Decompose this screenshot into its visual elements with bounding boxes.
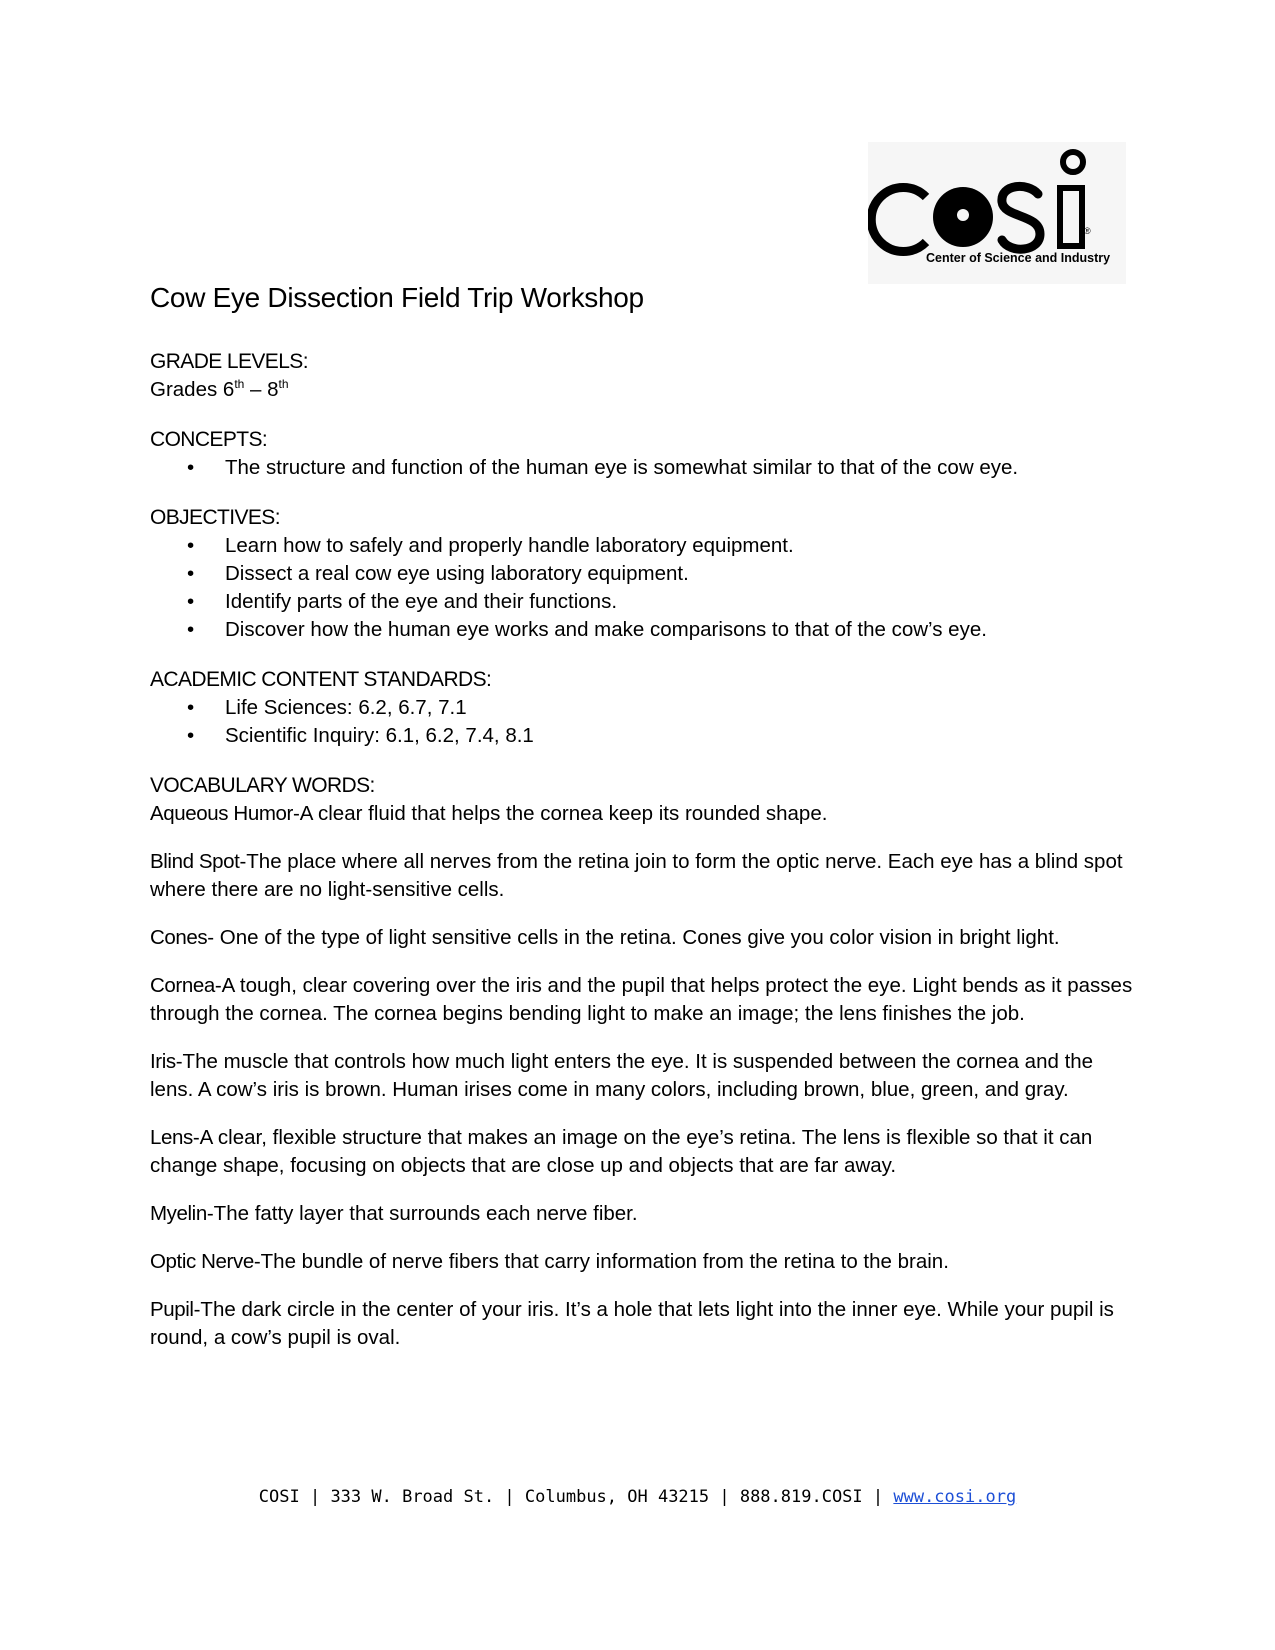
vocab-entry (150, 1124, 1140, 1180)
vocab-definition: -A clear fluid that helps the cornea keep its rounded shape. (292, 802, 828, 825)
vocab-term: Optic Nerve (150, 1250, 254, 1273)
bullet-icon: • (187, 618, 195, 641)
vocabulary-heading: VOCABULARY WORDS: (150, 774, 375, 797)
list-item-text: Dissect a real cow eye using laboratory equipment. (225, 562, 689, 585)
grade-prefix: Grades 6 (150, 378, 235, 401)
vocab-definition: -The dark circle in the center of your iris. It’s a hole that lets light into the inner eye. While your pupil is round, a cow’s pupil is oval. (150, 1298, 1114, 1349)
vocab-definition: -The muscle that controls how much light enters the eye. It is suspended between the cornea and the lens. A cow’s iris is brown. Human irises come in many colors, including brown, blue, green, and gray. (150, 1050, 1094, 1101)
standards-list (150, 694, 1140, 750)
vocabulary-section (150, 772, 1140, 1352)
standards-heading: ACADEMIC CONTENT STANDARDS: (150, 668, 492, 691)
bullet-icon: • (187, 562, 195, 585)
list-item (150, 616, 1140, 644)
vocab-entry (150, 1248, 1140, 1276)
vocab-entry (150, 800, 1140, 828)
grade-levels-text (150, 376, 1140, 404)
bullet-icon: • (187, 534, 195, 557)
list-item (150, 722, 1140, 750)
document-body (150, 348, 1140, 1374)
grade-sup-1: th (234, 377, 245, 392)
vocab-definition: -A clear, flexible structure that makes an image on the eye’s retina. The lens is flexible so that it can change shape, focusing on objects that are close up and objects that are far away. (150, 1126, 1093, 1177)
cosi-logo (868, 142, 1126, 284)
bullet-icon: • (187, 590, 195, 613)
vocab-entry (150, 1200, 1140, 1228)
vocab-entry (150, 1296, 1140, 1352)
vocab-term: Cones (150, 926, 208, 949)
vocab-definition: -The bundle of nerve fibers that carry information from the retina to the brain. (253, 1250, 949, 1273)
concepts-list (150, 454, 1140, 482)
vocab-term: Blind Spot (150, 850, 240, 873)
standards-section (150, 666, 1140, 750)
vocab-term: Cornea (150, 974, 215, 997)
bullet-icon: • (187, 456, 195, 479)
concepts-section (150, 426, 1140, 482)
list-item (150, 588, 1140, 616)
objectives-heading: OBJECTIVES: (150, 506, 280, 529)
page-title: Cow Eye Dissection Field Trip Workshop (150, 282, 644, 313)
vocab-term: Myelin (150, 1202, 207, 1225)
vocab-entry (150, 972, 1140, 1028)
svg-text:Center of Science and Industry: Center of Science and Industry (926, 251, 1111, 265)
page-footer (0, 1487, 1275, 1507)
list-item (150, 454, 1140, 482)
bullet-icon: • (187, 696, 195, 719)
footer-address: COSI | 333 W. Broad St. | Columbus, OH 43215 | 888.819.COSI | (258, 1487, 894, 1507)
vocab-entry (150, 1048, 1140, 1104)
concepts-heading: CONCEPTS: (150, 428, 268, 451)
svg-text:®: ® (1084, 226, 1091, 236)
bullet-icon: • (187, 724, 195, 747)
grade-middle: – 8 (244, 378, 279, 401)
grade-sup-2: th (278, 377, 289, 392)
list-item-text: Life Sciences: 6.2, 6.7, 7.1 (225, 696, 467, 719)
vocab-term: Lens (150, 1126, 193, 1149)
vocab-definition: -The place where all nerves from the retina join to form the optic nerve. Each eye has a blind spot where there are no light-sensitive cells. (150, 850, 1123, 901)
vocab-definition: -A tough, clear covering over the iris and the pupil that helps protect the eye. Light bends as it passes through the cornea. The cornea begins bending light to make an image; the lens finishes the job. (150, 974, 1133, 1025)
vocab-term: Aqueous Humor (150, 802, 293, 825)
list-item (150, 694, 1140, 722)
vocab-term: Iris (150, 1050, 176, 1073)
website-link[interactable]: www.cosi.org (893, 1487, 1017, 1507)
vocab-entry (150, 924, 1140, 952)
list-item-text: Identify parts of the eye and their functions. (225, 590, 618, 613)
cosi-logo-image (868, 142, 1126, 284)
list-item-text: Discover how the human eye works and make comparisons to that of the cow’s eye. (225, 618, 987, 641)
objectives-section (150, 504, 1140, 644)
list-item-text: Scientific Inquiry: 6.1, 6.2, 7.4, 8.1 (225, 724, 534, 747)
list-item-text: Learn how to safely and properly handle laboratory equipment. (225, 534, 794, 557)
vocab-entry (150, 848, 1140, 904)
vocab-term: Pupil (150, 1298, 194, 1321)
list-item (150, 532, 1140, 560)
list-item (150, 560, 1140, 588)
list-item-text: The structure and function of the human eye is somewhat similar to that of the cow eye. (225, 456, 1019, 479)
vocab-definition: -The fatty layer that surrounds each nerve fiber. (206, 1202, 638, 1225)
objectives-list (150, 532, 1140, 644)
vocab-definition: - One of the type of light sensitive cells in the retina. Cones give you color vision in bright light. (207, 926, 1060, 949)
grade-levels-heading: GRADE LEVELS: (150, 350, 308, 373)
grade-levels-section (150, 348, 1140, 404)
